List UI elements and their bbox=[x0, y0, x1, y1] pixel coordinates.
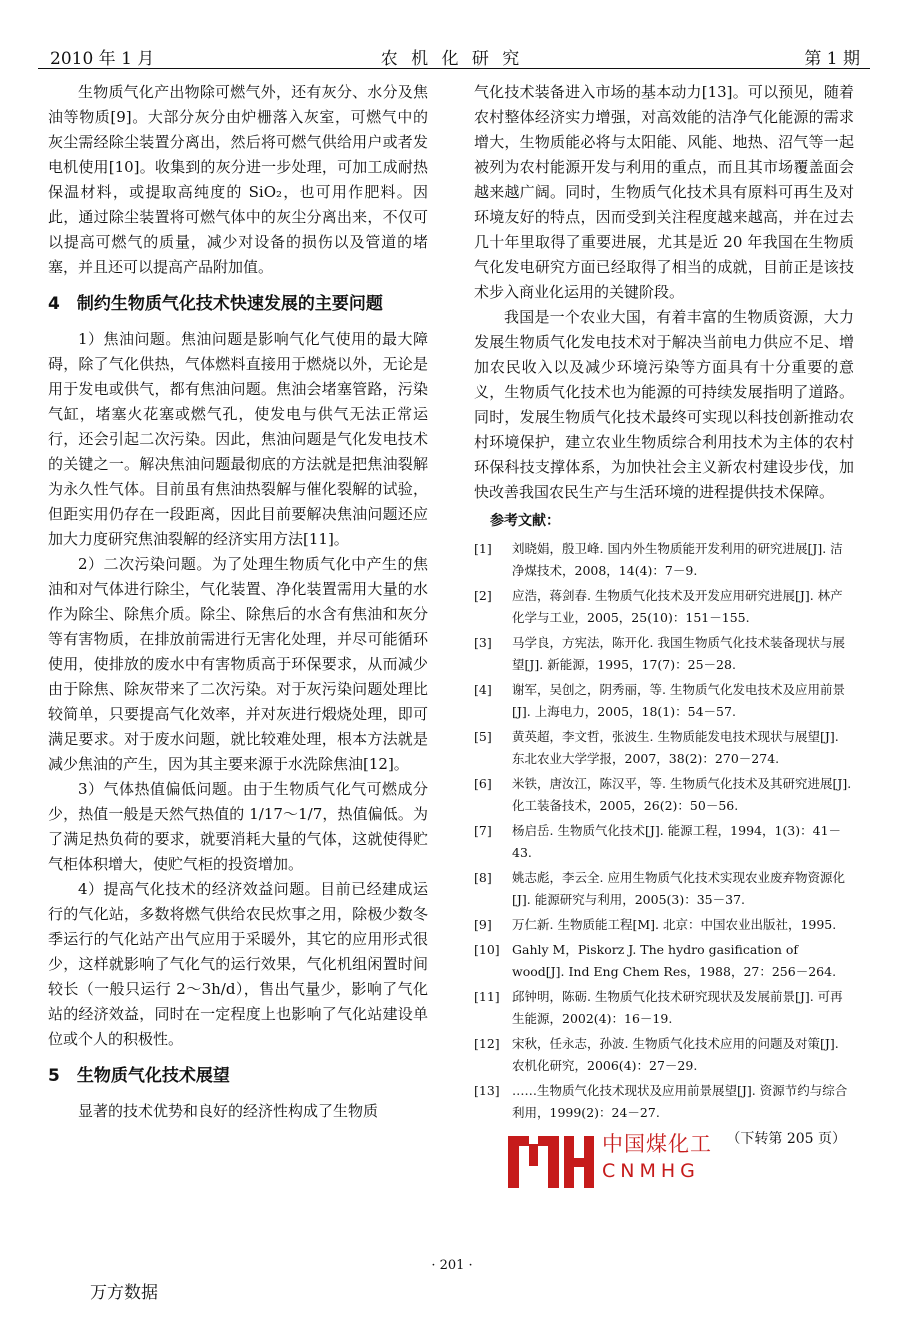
continued-paragraph: 气化技术装备进入市场的基本动力[13]。可以预见，随着农村整体经济实力增强，对高效能的洁净气化能源的需求增大，生物质能必将与太阳能、风能、地热、沼气等一起被列为农村能源开发与利用的重点，而且其市场覆盖面会越来越广阔。同时，生物质气化技术具有原料可再生及对环境友好的特点，因而受到关注程度越来越高，并在过去几十年里取得了重要进展，尤其是近 20 年我国在生物质气化发电研究方面已经取得了相当的成就，目前正是该技术步入商业化运用的关键阶段。 bbox=[474, 83, 854, 301]
watermark bbox=[494, 1128, 854, 1190]
left-column bbox=[48, 80, 428, 1124]
reference-item: [12] 宋秋，任永志，孙波. 生物质气化技术应用的问题及对策[J]. 农机化研究，2006(4)：27－29. bbox=[474, 1036, 839, 1073]
watermark-cn-text: 中国煤化工 bbox=[602, 1128, 712, 1158]
reference-item: [8] 姚志彪，李云全. 应用生物质气化技术实现农业废弃物资源化[J]. 能源研究与利用，2005(3)：35－37. bbox=[474, 870, 845, 907]
pollution-paragraph: 2）二次污染问题。为了处理生物质气化中产生的焦油和对气体进行除尘，气化装置、净化装置需用大量的水作为除尘、除焦介质。除尘、除焦后的水含有焦油和灰分等有害物质，在排放前需进行无害化处理，并尽可能循环使用，使排放的废水中有害物质高于环保要求，从而减少由于除焦、除灰带来了二次污染。对于灰污染问题处理比较简单，只要提高气化效率，并对灰进行煅烧处理，即可满足要求。对于废水问题，就比较难处理，根本方法就是减少焦油的产生，因为其主要来源于水洗除焦油[12]。 bbox=[48, 555, 428, 773]
watermark-logo-icon bbox=[506, 1130, 596, 1190]
reference-item: [1] 刘晓娟，殷卫峰. 国内外生物质能开发利用的研究进展[J]. 洁净煤技术，2008，14(4)：7－9. bbox=[474, 541, 843, 578]
reference-item: [7] 杨启岳. 生物质气化技术[J]. 能源工程，1994，1(3)：41－43. bbox=[474, 823, 842, 860]
header-rule bbox=[38, 68, 870, 69]
header-date: 2010 年 1 月 bbox=[50, 49, 155, 69]
issue-number: 第 1 期 bbox=[804, 49, 860, 69]
reference-item: [5] 黄英超，李文哲，张波生. 生物质能发电技术现状与展望[J]. 东北农业大学学报，2007，38(2)：270－274. bbox=[474, 729, 839, 766]
page-number: · 201 · bbox=[431, 1258, 473, 1273]
china-paragraph: 我国是一个农业大国，有着丰富的生物质资源，大力发展生物质气化发电技术对于解决当前电力供应不足、增加农民收入以及减少环境污染等方面具有十分重要的意义，生物质气化技术也为能源的可持续发展指明了道路。同时，发展生物质气化技术最终可实现以科技创新推动农村环境保护，建立农业生物质综合利用技术为主体的农村环保科技支撑体系，为加快社会主义新农村建设步伐，加快改善我国农民生产与生活环境的进程提供技术保障。 bbox=[474, 308, 854, 501]
section-5-heading: 5 生物质气化技术展望 bbox=[48, 1066, 230, 1086]
reference-list bbox=[474, 538, 854, 1124]
source-label: 万方数据 bbox=[90, 1283, 158, 1303]
reference-item: [9] 万仁新. 生物质能工程[M]. 北京：中国农业出版社，1995. bbox=[474, 917, 837, 932]
heat-value-paragraph: 3）气体热值偏低问题。由于生物质气化气可燃成分少，热值一般是天然气热值的 1/17～1/7，热值偏低。为了满足热负荷的要求，就要消耗大量的气体，这就使得贮气柜体积增大，使贮气柜的投资增加。 bbox=[48, 780, 428, 873]
section-4-heading: 4 制约生物质气化技术快速发展的主要问题 bbox=[48, 294, 383, 314]
journal-title: 农 机 化 研 究 bbox=[380, 49, 524, 69]
reference-item: [10] Gahly M，Piskorz J. The hydro gasification of wood[J]. Ind Eng Chem Res，1988，27：256－264. bbox=[474, 942, 837, 979]
economics-paragraph: 4）提高气化技术的经济效益问题。目前已经建成运行的气化站，多数将燃气供给农民炊事之用，除极少数冬季运行的气化站产出气应用于采暖外，其它的应用形式很少，这样就影响了气化气的运行效果，气化机组闲置时间较长（一般只运行 2～3h/d），售出气量少，影响了气化站的经济效益，同时在一定程度上也影响了气化站建设单位或个人的积极性。 bbox=[48, 880, 428, 1048]
references-heading: 参考文献： bbox=[490, 513, 560, 529]
right-column bbox=[474, 80, 854, 1152]
reference-item: [4] 谢军，吴创之，阴秀丽，等. 生物质气化发电技术及应用前景[J]. 上海电力，2005，18(1)：54－57. bbox=[474, 682, 845, 719]
reference-item: [2] 应浩，蒋剑春. 生物质气化技术及开发应用研究进展[J]. 林产化学与工业，2005，25(10)：151－155. bbox=[474, 588, 843, 625]
reference-item: [11] 邱钟明，陈砺. 生物质气化技术研究现状及发展前景[J]. 可再生能源，2002(4)：16－19. bbox=[474, 989, 843, 1026]
intro-paragraph: 生物质气化产出物除可燃气外，还有灰分、水分及焦油等物质[9]。大部分灰分由炉栅落入灰室，可燃气中的灰尘需经除尘装置分离出，然后将可燃气供给用户或者发电机使用[10]。收集到的灰分进一步处理，可加工成耐热保温材料，或提取高纯度的 SiO₂，也可用作肥料。因此，通过除尘装置将可燃气体中的灰尘分离出来，不仅可以提高可燃气的质量，减少对设备的损伤以及管道的堵塞，并且还可以提高产品附加值。 bbox=[48, 83, 428, 276]
tar-paragraph: 1）焦油问题。焦油问题是影响气化气使用的最大障碍，除了气化供热，气体燃料直接用于燃烧以外，无论是用于发电或供气，都有焦油问题。焦油会堵塞管路，污染气缸，堵塞火花塞或燃气孔，使发电与供气无法正常运行，还会引起二次污染。因此，焦油问题是气化发电技术的关键之一。解决焦油问题最彻底的方法就是把焦油裂解为永久性气体。目前虽有焦油热裂解与催化裂解的试验，但距实用仍存在一段距离，因此目前要解决焦油问题还应加大力度研究焦油裂解的经济实用方法[11]。 bbox=[48, 330, 428, 548]
reference-item: [13] ……生物质气化技术现状及应用前景展望[J]. 资源节约与综合利用，1999(2)：24－27. bbox=[474, 1083, 848, 1120]
continued-note: （下转第 205 页） bbox=[726, 1131, 846, 1147]
running-header bbox=[38, 40, 866, 68]
outlook-paragraph: 显著的技术优势和良好的经济性构成了生物质 bbox=[78, 1102, 379, 1120]
reference-item: [3] 马学良，方宪法，陈开化. 我国生物质气化技术装备现状与展望[J]. 新能源，1995，17(7)：25－28. bbox=[474, 635, 845, 672]
watermark-en-text: CNMHG bbox=[602, 1160, 700, 1182]
reference-item: [6] 米铁，唐汝江，陈汉平，等. 生物质气化技术及其研究进展[J]. 化工装备技术，2005，26(2)：50－56. bbox=[474, 776, 852, 813]
